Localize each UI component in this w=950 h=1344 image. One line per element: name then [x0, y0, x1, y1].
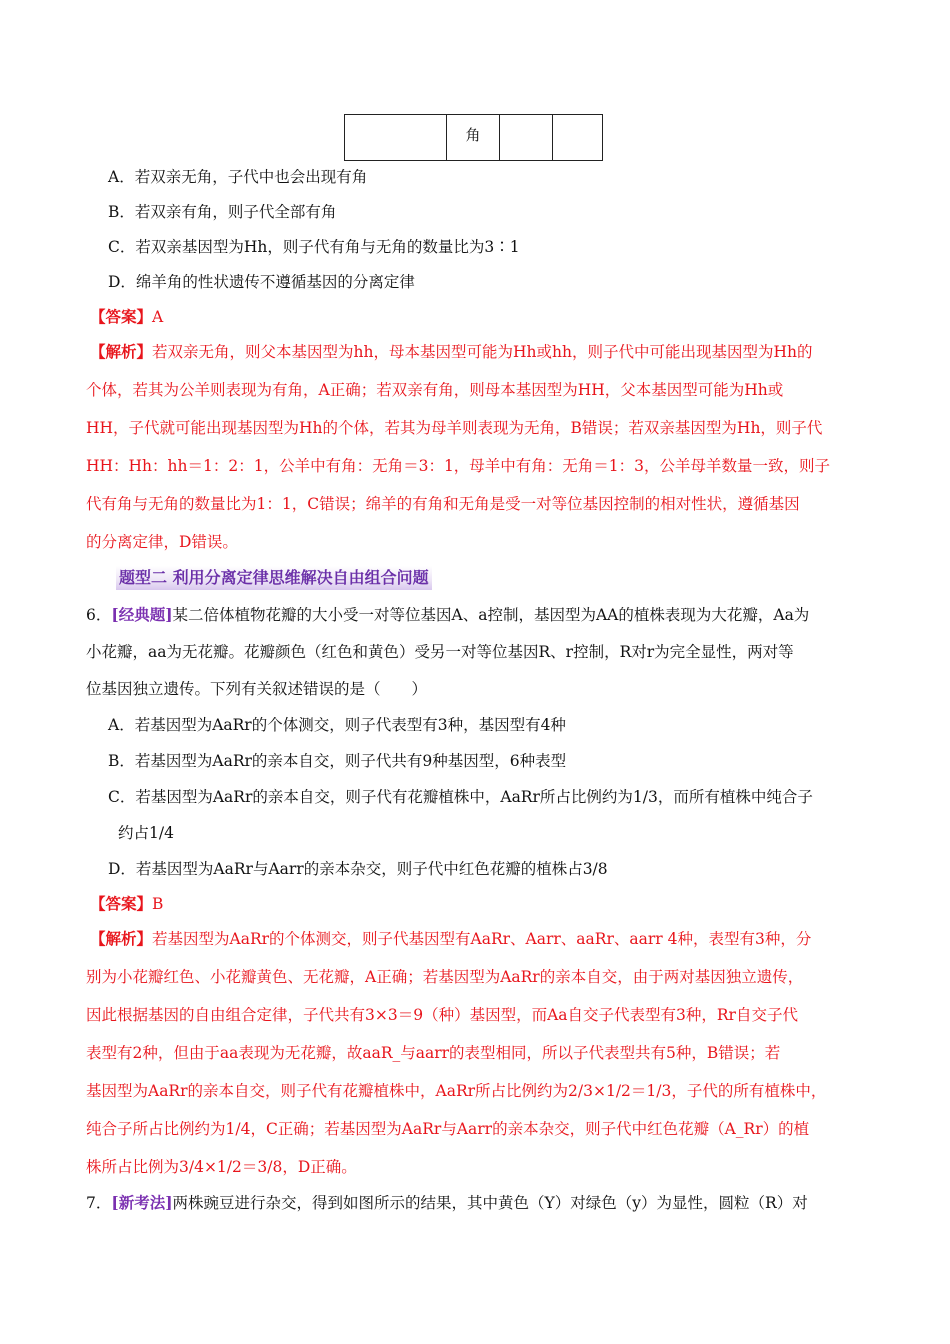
answer-value: A [152, 308, 164, 326]
q6-option-a: A．若基因型为AaRr的个体测交，则子代表型有3种，基因型有4种 [108, 716, 566, 734]
section-heading: 题型二 利用分离定律思维解决自由组合问题 [116, 566, 432, 590]
q6-analysis-line: 基因型为AaRr的亲本自交，则子代有花瓣植株中，AaRr所占比例约为2/3×1/2＝1/3，子代的所有植株中， [86, 1082, 827, 1100]
table-row [345, 115, 603, 161]
analysis-tag: 【解析】 [90, 342, 153, 361]
analysis-text: 若双亲无角，则父本基因型为hh，母本基因型可能为Hh或hh，则子代中可能出现基因型为Hh的 [152, 343, 813, 361]
answer-tag: 【答案】 [90, 894, 153, 913]
answer-value: B [152, 895, 164, 913]
q6-stem-line [86, 604, 809, 626]
q6-stem-line: 小花瓣，aa为无花瓣。花瓣颜色（红色和黄色）受另一对等位基因R、r控制，R对r为完全显性，两对等 [86, 643, 794, 661]
question-number: 6． [86, 606, 112, 624]
question-tag: [新考法] [111, 1193, 173, 1212]
table-cell [553, 115, 603, 161]
q5-option-a: A．若双亲无角，子代中也会出现有角 [108, 168, 368, 186]
q5-analysis-line [90, 341, 812, 363]
q6-analysis-line: 别为小花瓣红色、小花瓣黄色、无花瓣，A正确；若基因型为AaRr的亲本自交，由于两对基因独立遗传， [86, 968, 804, 986]
analysis-text: 若基因型为AaRr的个体测交，则子代基因型有AaRr、Aarr、aaRr、aarr 4种，表型有3种，分 [152, 930, 812, 948]
trait-table [344, 114, 603, 161]
q6-analysis-line: 表型有2种，但由于aa表现为无花瓣，故aaR_与aarr的表型相同，所以子代表型共有5种，B错误；若 [86, 1044, 781, 1062]
question-number: 7． [86, 1194, 112, 1212]
q5-analysis-line: 代有角与无角的数量比为1：1，C错误；绵羊的有角和无角是受一对等位基因控制的相对性状，遵循基因 [86, 495, 800, 513]
q6-stem-line: 位基因独立遗传。下列有关叙述错误的是（ ） [86, 680, 428, 698]
q6-analysis-line: 因此根据基因的自由组合定律，子代共有3×3＝9（种）基因型，而Aa自交子代表型有3种，Rr自交子代 [86, 1006, 798, 1024]
q6-analysis-line: 株所占比例为3/4×1/2＝3/8，D正确。 [86, 1158, 357, 1176]
q5-answer [90, 306, 163, 328]
q5-analysis-line: HH，子代就可能出现基因型为Hh的个体，若其为母羊则表现为无角，B错误；若双亲基因型为Hh，则子代 [86, 419, 823, 437]
q5-analysis-line: 个体，若其为公羊则表现为有角，A正确；若双亲有角，则母本基因型为HH，父本基因型可能为Hh或 [86, 381, 784, 399]
question-text: 某二倍体植物花瓣的大小受一对等位基因A、a控制，基因型为AA的植株表现为大花瓣，Aa为 [172, 606, 810, 624]
table-cell [500, 115, 553, 161]
table-cell: 角 [447, 115, 500, 161]
q6-option-d: D．若基因型为AaRr与Aarr的亲本杂交，则子代中红色花瓣的植株占3/8 [108, 860, 608, 878]
analysis-tag: 【解析】 [90, 929, 153, 948]
q6-option-b: B．若基因型为AaRr的亲本自交，则子代共有9种基因型，6种表型 [108, 752, 567, 770]
question-tag: [经典题] [111, 605, 173, 624]
q5-analysis-line: HH：Hh：hh＝1：2：1，公羊中有角：无角＝3：1，母羊中有角：无角＝1：3，公羊母羊数量一致，则子 [86, 457, 831, 475]
question-text: 两株豌豆进行杂交，得到如图所示的结果，其中黄色（Y）对绿色（y）为显性，圆粒（R）对 [172, 1194, 808, 1212]
q5-option-c: C．若双亲基因型为Hh，则子代有角与无角的数量比为3∶1 [108, 238, 520, 256]
answer-tag: 【答案】 [90, 307, 153, 326]
q5-option-b: B．若双亲有角，则子代全部有角 [108, 203, 337, 221]
q7-stem-line [86, 1192, 808, 1214]
q6-analysis-line: 纯合子所占比例约为1/4，C正确；若基因型为AaRr与Aarr的亲本杂交，则子代中红色花瓣（A_Rr）的植 [86, 1120, 810, 1138]
q5-option-d: D．绵羊角的性状遗传不遵循基因的分离定律 [108, 273, 415, 291]
q6-option-c-cont: 约占1/4 [118, 824, 174, 842]
q5-analysis-line: 的分离定律，D错误。 [86, 533, 238, 551]
q6-option-c: C．若基因型为AaRr的亲本自交，则子代有花瓣植株中，AaRr所占比例约为1/3，而所有植株中纯合子 [108, 788, 813, 806]
q6-answer [90, 893, 163, 915]
table-cell [345, 115, 447, 161]
q6-analysis-line [90, 928, 811, 950]
